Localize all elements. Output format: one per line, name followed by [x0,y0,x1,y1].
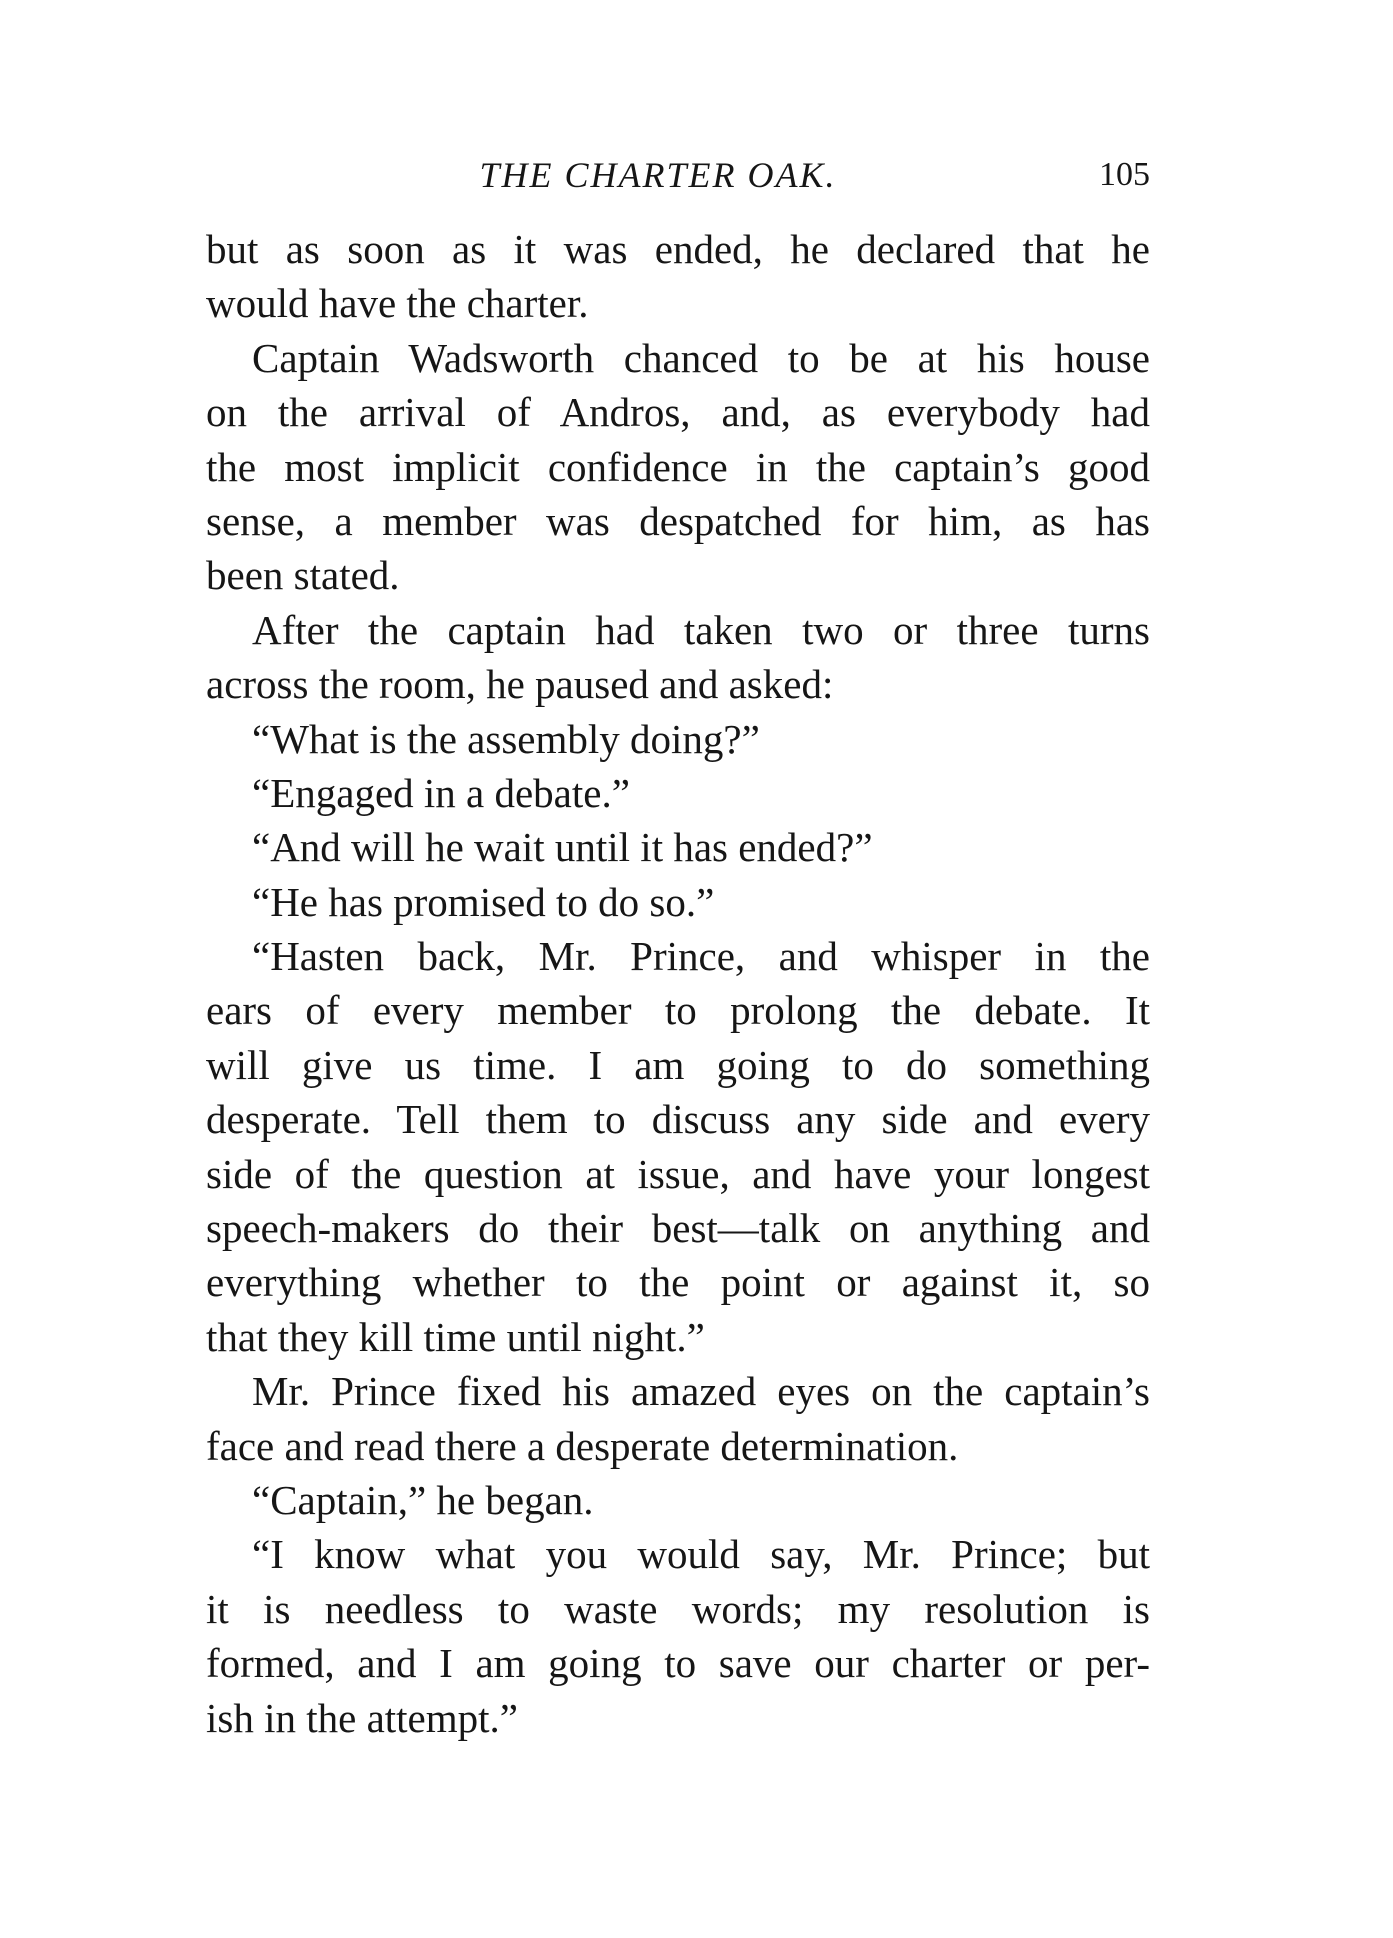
text-line: “He has promised to do so.” [252,878,715,925]
text-line: on the arrival of Andros, and, as everybody had [206,389,1150,436]
text-line: “What is the assembly doing?” [252,715,760,762]
text-line: “Captain,” he began. [252,1476,594,1523]
text-line: been stated. [206,552,400,599]
text-line: everything whether to the point or against it, so [206,1259,1150,1306]
text-line: sense, a member was despatched for him, as has [206,497,1150,544]
text-line: “Engaged in a debate.” [252,769,630,816]
text-line: face and read there a desperate determination. [206,1422,959,1469]
text-line: After the captain had taken two or three turns [252,606,1150,653]
text-line: Captain Wadsworth chanced to be at his house [252,334,1150,381]
page-number: 105 [1099,156,1150,193]
text-line: speech-makers do their best—talk on anything and [206,1205,1150,1252]
running-head [206,150,1150,200]
text-line: the most implicit confidence in the captain’s good [206,443,1150,490]
text-line: that they kill time until night.” [206,1313,705,1360]
text-line: it is needless to waste words; my resolution is [206,1585,1150,1632]
text-line: across the room, he paused and asked: [206,661,834,708]
body-text [206,222,1150,1745]
text-line: ears of every member to prolong the debate. It [206,987,1150,1034]
text-line: will give us time. I am going to do something [206,1041,1150,1088]
text-line: formed, and I am going to save our charter or per- [206,1640,1150,1687]
text-line: “And will he wait until it has ended?” [252,824,873,871]
text-line: “I know what you would say, Mr. Prince; but [252,1531,1150,1578]
text-line: but as soon as it was ended, he declared that he [206,226,1150,272]
text-line: side of the question at issue, and have your longest [206,1150,1150,1197]
text-line: Mr. Prince fixed his amazed eyes on the captain’s [252,1368,1150,1415]
text-line: desperate. Tell them to discuss any side and every [206,1096,1150,1143]
running-title: THE CHARTER OAK. [479,155,837,195]
text-line: “Hasten back, Mr. Prince, and whisper in the [252,933,1150,980]
text-line: ish in the attempt.” [206,1694,518,1741]
text-line: would have the charter. [206,280,589,327]
